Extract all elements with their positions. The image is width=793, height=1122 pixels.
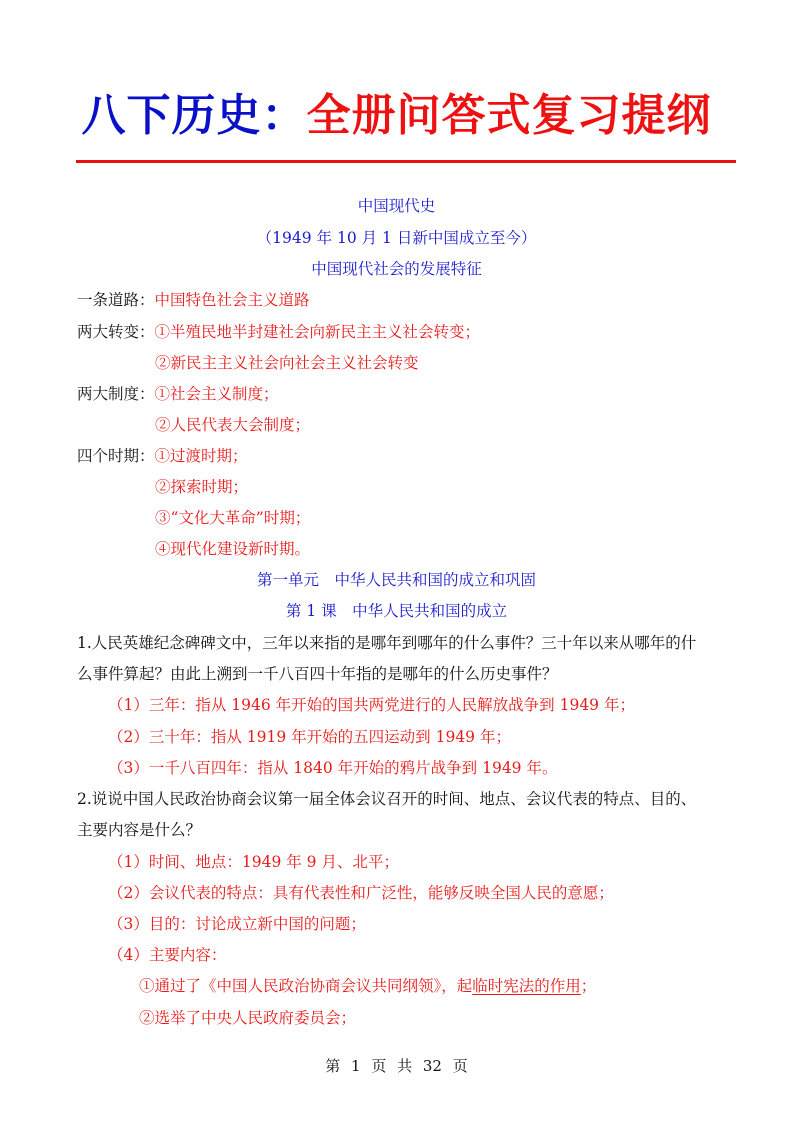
feature-label: 一条道路：: [77, 291, 155, 309]
title-divider: [76, 160, 736, 163]
features-heading: 中国现代社会的发展特征: [311, 260, 482, 278]
answer-subitem: ②选举了中央人民政府委员会；: [139, 1009, 357, 1027]
answer-item: （3）目的：讨论成立新中国的问题；: [108, 915, 366, 933]
feature-transform: [77, 322, 480, 342]
answer-item: （1）三年：指从 1946 年开始的国共两党进行的人民解放战争到 1949 年；: [108, 696, 635, 714]
feature-label: 两大制度：: [77, 385, 155, 403]
question-text: 么事件算起？由此上溯到一千八百四十年指的是哪年的什么历史事件？: [77, 665, 558, 683]
period-subtitle: （1949 年 10 月 1 日新中国成立至今）: [256, 229, 537, 247]
feature-value: ③“文化大革命”时期；: [155, 509, 311, 527]
question-text: 主要内容是什么？: [77, 821, 202, 839]
feature-value: ②新民主主义社会向社会主义社会转变: [155, 354, 419, 372]
feature-road: [77, 290, 310, 310]
feature-periods: [77, 446, 248, 466]
feature-label: 四个时期：: [77, 447, 155, 465]
feature-value: ①半殖民地半封建社会向新民主主义社会转变；: [154, 323, 481, 341]
answer-item: （2）会议代表的特点：具有代表性和广泛性，能够反映全国人民的意愿；: [108, 884, 614, 902]
feature-value: ④现代化建设新时期。: [155, 540, 311, 558]
question-text: 2.说说中国人民政治协商会议第一届全体会议召开的时间、地点、会议代表的特点、目的、: [77, 790, 697, 808]
unit-title: 第一单元 中华人民共和国的成立和巩固: [256, 571, 536, 589]
feature-label: 两大转变：: [77, 323, 155, 341]
feature-value: 中国特色社会主义道路: [154, 291, 310, 309]
answer-item: （3）一千八百四年：指从 1840 年开始的鸦片战争到 1949 年。: [108, 759, 558, 777]
answer-item: （4）主要内容：: [108, 946, 227, 964]
title-part-red: 全册问答式复习提纲: [306, 90, 712, 141]
answer-text: ；: [580, 977, 597, 995]
feature-value: ①过渡时期；: [154, 447, 248, 465]
title-part-blue: 八下历史：: [81, 90, 307, 141]
answer-item: （2）三十年：指从 1919 年开始的五四运动到 1949 年；: [108, 728, 511, 746]
underlined-term: 临时宪法的作用: [472, 977, 581, 995]
feature-value: ②探索时期；: [155, 478, 249, 496]
section-heading: 中国现代史: [357, 197, 436, 215]
feature-value: ①社会主义制度；: [154, 385, 279, 403]
feature-value: ②人民代表大会制度；: [155, 416, 311, 434]
page-title: [0, 88, 793, 144]
answer-subitem: [139, 976, 596, 996]
answer-text: ①通过了《中国人民政治协商会议共同纲领》，起: [139, 977, 473, 995]
lesson-title: 第 1 课 中华人民共和国的成立: [285, 602, 508, 620]
answer-item: （1）时间、地点：1949 年 9 月、北平；: [108, 853, 399, 871]
page-number: 第 1 页 共 32 页: [325, 1057, 468, 1075]
question-text: 1.人民英雄纪念碑碑文中，三年以来指的是哪年到哪年的什么事件？三十年以来从哪年的什: [77, 634, 697, 652]
feature-system: [77, 384, 279, 404]
